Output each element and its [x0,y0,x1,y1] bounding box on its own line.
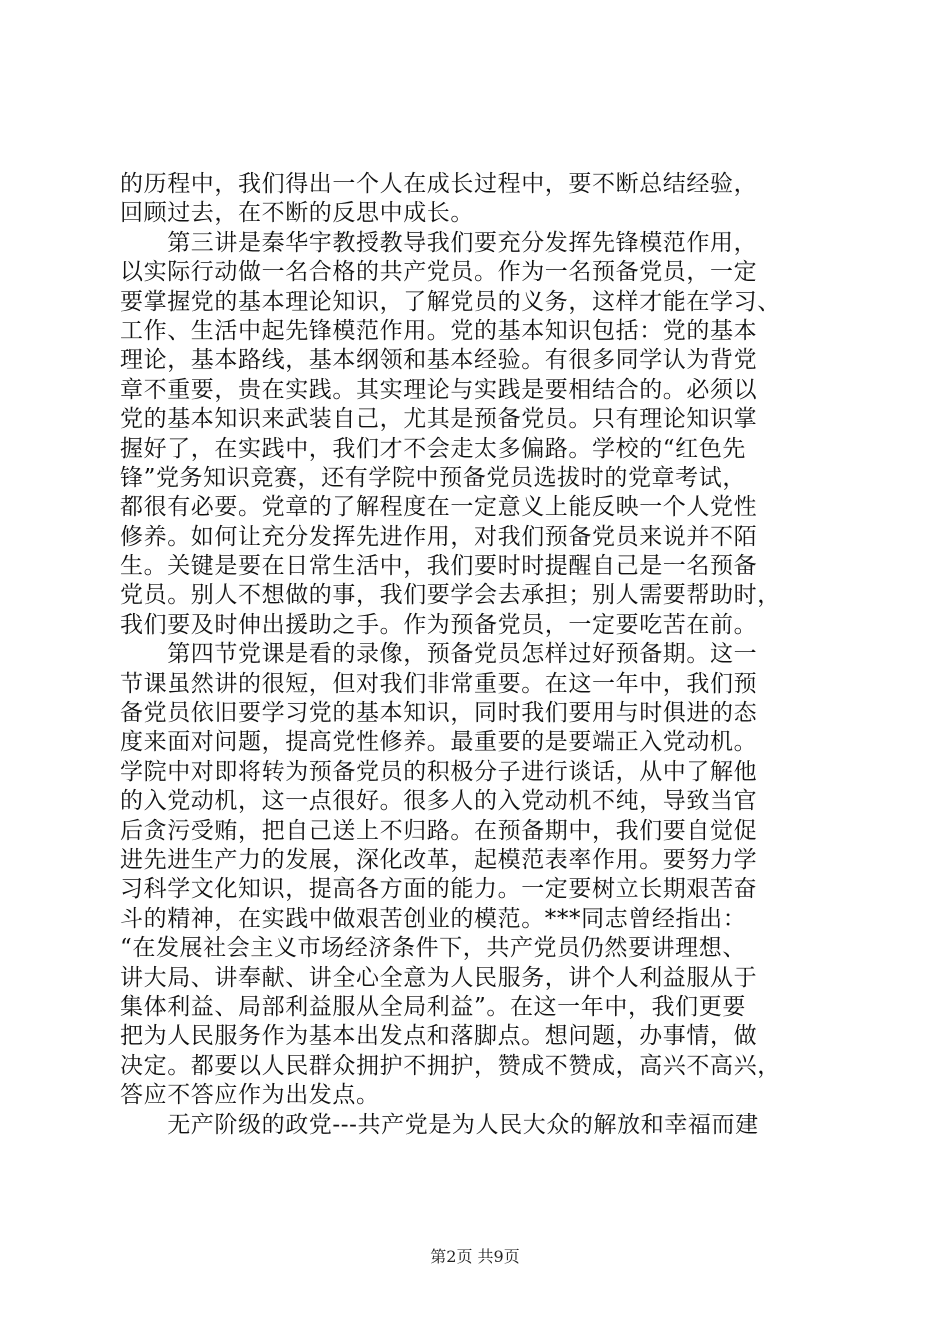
text-line: 修养。如何让充分发挥先进作用，对我们预备党员来说并不陌 [120,523,758,550]
text-line: 生。关键是要在日常生活中，我们要时时提醒自己是一名预备 [120,553,758,580]
text-line: 我们要及时伸出援助之手。作为预备党员，一定要吃苦在前。 [120,611,758,638]
text-line: 习科学文化知识，提高各方面的能力。一定要树立长期艰苦奋 [120,876,758,903]
text-line: 党的基本知识来武装自己，尤其是预备党员。只有理论知识掌 [120,406,758,433]
text-line: “在发展社会主义市场经济条件下，共产党员仍然要讲理想、 [120,935,746,962]
text-line: 握好了，在实践中，我们才不会走太多偏路。学校的“红色先 [120,435,746,462]
text-line: 讲大局、讲奉献、讲全心全意为人民服务，讲个人利益服从于 [120,964,758,991]
text-line: 以实际行动做一名合格的共产党员。作为一名预备党员，一定 [120,259,758,286]
text-line: 节课虽然讲的很短，但对我们非常重要。在这一年中，我们预 [120,670,758,697]
text-line: 章不重要，贵在实践。其实理论与实践是要相结合的。必须以 [120,376,758,403]
text-line: 第三讲是秦华宇教授教导我们要充分发挥先锋模范作用， [120,229,758,256]
text-line: 斗的精神，在实践中做艰苦创业的模范。***同志曾经指出： [120,905,747,932]
text-line: 决定。都要以人民群众拥护不拥护，赞成不赞成，高兴不高兴， [120,1052,781,1079]
text-line: 把为人民服务作为基本出发点和落脚点。想问题，办事情，做 [120,1023,758,1050]
text-line: 党员。别人不想做的事，我们要学会去承担；别人需要帮助时， [120,582,781,609]
text-line: 的历程中，我们得出一个人在成长过程中，要不断总结经验， [120,171,758,197]
text-line: 集体利益、局部利益服从全局利益”。在这一年中，我们更要 [120,993,746,1020]
text-line: 理论，基本路线，基本纲领和基本经验。有很多同学认为背党 [120,347,758,374]
text-line: 答应不答应作为出发点。 [120,1082,380,1109]
text-line: 工作、生活中起先锋模范作用。党的基本知识包括：党的基本 [120,317,758,344]
body-text [120,170,840,1140]
text-line: 无产阶级的政党---共产党是为人民大众的解放和幸福而建 [120,1111,759,1138]
page-number-footer: 第2页 共9页 [430,1247,520,1266]
text-line: 锋”党务知识竞赛，还有学院中预备党员选拔时的党章考试， [120,464,746,491]
text-line: 要掌握党的基本理论知识，了解党员的义务，这样才能在学习、 [120,288,781,315]
text-line: 学院中对即将转为预备党员的积极分子进行谈话，从中了解他 [120,758,758,785]
text-line: 后贪污受贿，把自己送上不归路。在预备期中，我们要自觉促 [120,817,758,844]
text-line: 备党员依旧要学习党的基本知识，同时我们要用与时俱进的态 [120,700,758,727]
text-line: 都很有必要。党章的了解程度在一定意义上能反映一个人党性 [120,494,758,521]
text-line: 回顾过去，在不断的反思中成长。 [120,200,474,227]
text-line: 的入党动机，这一点很好。很多人的入党动机不纯，导致当官 [120,788,758,815]
text-line: 度来面对问题，提高党性修养。最重要的是要端正入党动机。 [120,729,758,756]
text-line: 进先进生产力的发展，深化改革，起模范表率作用。要努力学 [120,846,758,873]
text-line: 第四节党课是看的录像，预备党员怎样过好预备期。这一 [120,641,758,668]
